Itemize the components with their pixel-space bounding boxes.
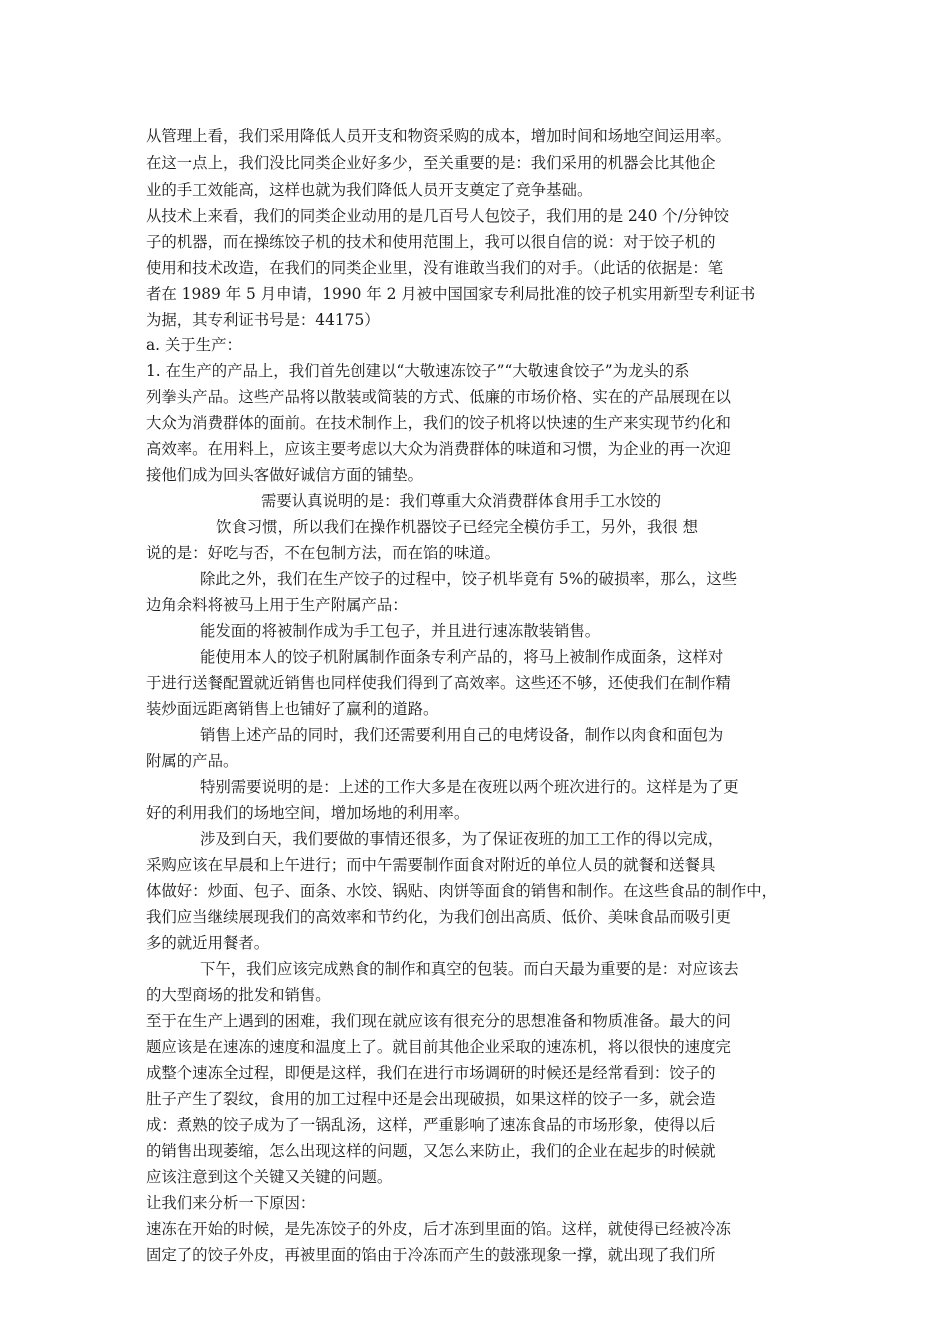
text-line: 至于在生产上遇到的困难，我们现在就应该有很充分的思想准备和物质准备。最大的问	[146, 1012, 731, 1030]
text-line: 为据，其专利证书号是：44175）	[146, 311, 380, 329]
text-line: 让我们来分析一下原因：	[146, 1194, 316, 1212]
text-line: 成整个速冻全过程，即便是这样，我们在进行市场调研的时候还是经常看到：饺子的	[146, 1064, 716, 1082]
text-line: 成：煮熟的饺子成为了一锅乱汤，这样，严重影响了速冻食品的市场形象，使得以后	[146, 1116, 716, 1134]
text-line: 子的机器，而在操练饺子机的技术和使用范围上，我可以很自信的说：对于饺子机的	[146, 233, 716, 251]
text-line: 从技术上来看，我们的同类企业动用的是几百号人包饺子，我们用的是 240 个/分钟饺	[146, 207, 730, 225]
text-line: 说的是：好吃与否，不在包制方法，而在馅的味道。	[146, 544, 500, 562]
text-line: 能发面的将被制作成为手工包子，并且进行速冻散装销售。	[200, 622, 601, 640]
text-line: 好的利用我们的场地空间，增加场地的利用率。	[146, 804, 470, 822]
text-line: 速冻在开始的时候，是先冻饺子的外皮，后才冻到里面的馅。这样，就使得已经被冷冻	[146, 1220, 731, 1238]
text-line: 下午，我们应该完成熟食的制作和真空的包装。而白天最为重要的是：对应该去	[200, 960, 739, 978]
text-line: 的销售出现萎缩，怎么出现这样的问题，又怎么来防止，我们的企业在起步的时候就	[146, 1142, 716, 1160]
text-line: 1. 在生产的产品上，我们首先创建以“大敬速冻饺子”“大敬速食饺子”为龙头的系	[146, 362, 690, 380]
section-heading: a. 关于生产：	[146, 336, 242, 354]
text-line: 列拳头产品。这些产品将以散装或简装的方式、低廉的市场价格、实在的产品展现在以	[146, 388, 731, 406]
text-line: 能使用本人的饺子机附属制作面条专利产品的，将马上被制作成面条，这样对	[200, 648, 724, 666]
text-line: 边角余料将被马上用于生产附属产品：	[146, 596, 408, 614]
text-line: 业的手工效能高，这样也就为我们降低人员开支奠定了竞争基础。	[146, 181, 593, 199]
text-line: 需要认真说明的是：我们尊重大众消费群体食用手工水饺的	[261, 492, 662, 510]
text-line: 肚子产生了裂纹，食用的加工过程中还是会出现破损，如果这样的饺子一多，就会造	[146, 1090, 716, 1108]
text-line: 我们应当继续展现我们的高效率和节约化，为我们创出高质、低价、美味食品而吸引更	[146, 908, 731, 926]
text-line: 的大型商场的批发和销售。	[146, 986, 331, 1004]
text-line: 接他们成为回头客做好诚信方面的铺垫。	[146, 466, 424, 484]
text-line: 特别需要说明的是：上述的工作大多是在夜班以两个班次进行的。这样是为了更	[200, 778, 739, 796]
text-line: 应该注意到这个关键又关键的问题。	[146, 1168, 393, 1186]
text-line: 采购应该在早晨和上午进行；而中午需要制作面食对附近的单位人员的就餐和送餐具	[146, 856, 716, 874]
text-line: 于进行送餐配置就近销售也同样使我们得到了高效率。这些还不够，还使我们在制作精	[146, 674, 731, 692]
text-line: 饮食习惯，所以我们在操作机器饺子已经完全模仿手工，另外，我很 想	[216, 518, 699, 536]
text-line: 使用和技术改造，在我们的同类企业里，没有谁敢当我们的对手。（此话的依据是：笔	[146, 259, 724, 277]
text-line: 固定了的饺子外皮，再被里面的馅由于冷冻而产生的鼓涨现象一撑，就出现了我们所	[146, 1246, 716, 1264]
text-line: 装炒面远距离销售上也铺好了赢利的道路。	[146, 700, 439, 718]
text-line: 多的就近用餐者。	[146, 934, 270, 952]
text-line: 涉及到白天，我们要做的事情还很多，为了保证夜班的加工工作的得以完成，	[200, 830, 724, 848]
text-line: 销售上述产品的同时，我们还需要利用自己的电烤设备，制作以肉食和面包为	[200, 726, 724, 744]
text-line: 体做好：炒面、包子、面条、水饺、锅贴、肉饼等面食的销售和制作。在这些食品的制作中，	[146, 882, 778, 900]
text-line: 高效率。在用料上，应该主要考虑以大众为消费群体的味道和习惯，为企业的再一次迎	[146, 440, 731, 458]
text-line: 在这一点上，我们没比同类企业好多少，至关重要的是：我们采用的机器会比其他企	[146, 154, 716, 172]
text-line: 从管理上看，我们采用降低人员开支和物资采购的成本，增加时间和场地空间运用率。	[146, 127, 731, 145]
text-line: 附属的产品。	[146, 752, 239, 770]
text-line: 大众为消费群体的面前。在技术制作上，我们的饺子机将以快速的生产来实现节约化和	[146, 414, 731, 432]
text-line: 除此之外，我们在生产饺子的过程中，饺子机毕竟有 5%的破损率，那么，这些	[200, 570, 738, 588]
text-line: 题应该是在速冻的速度和温度上了。就目前其他企业采取的速冻机，将以很快的速度完	[146, 1038, 731, 1056]
text-line: 者在 1989 年 5 月申请，1990 年 2 月被中国国家专利局批准的饺子机实用新型专利证书	[146, 285, 756, 303]
